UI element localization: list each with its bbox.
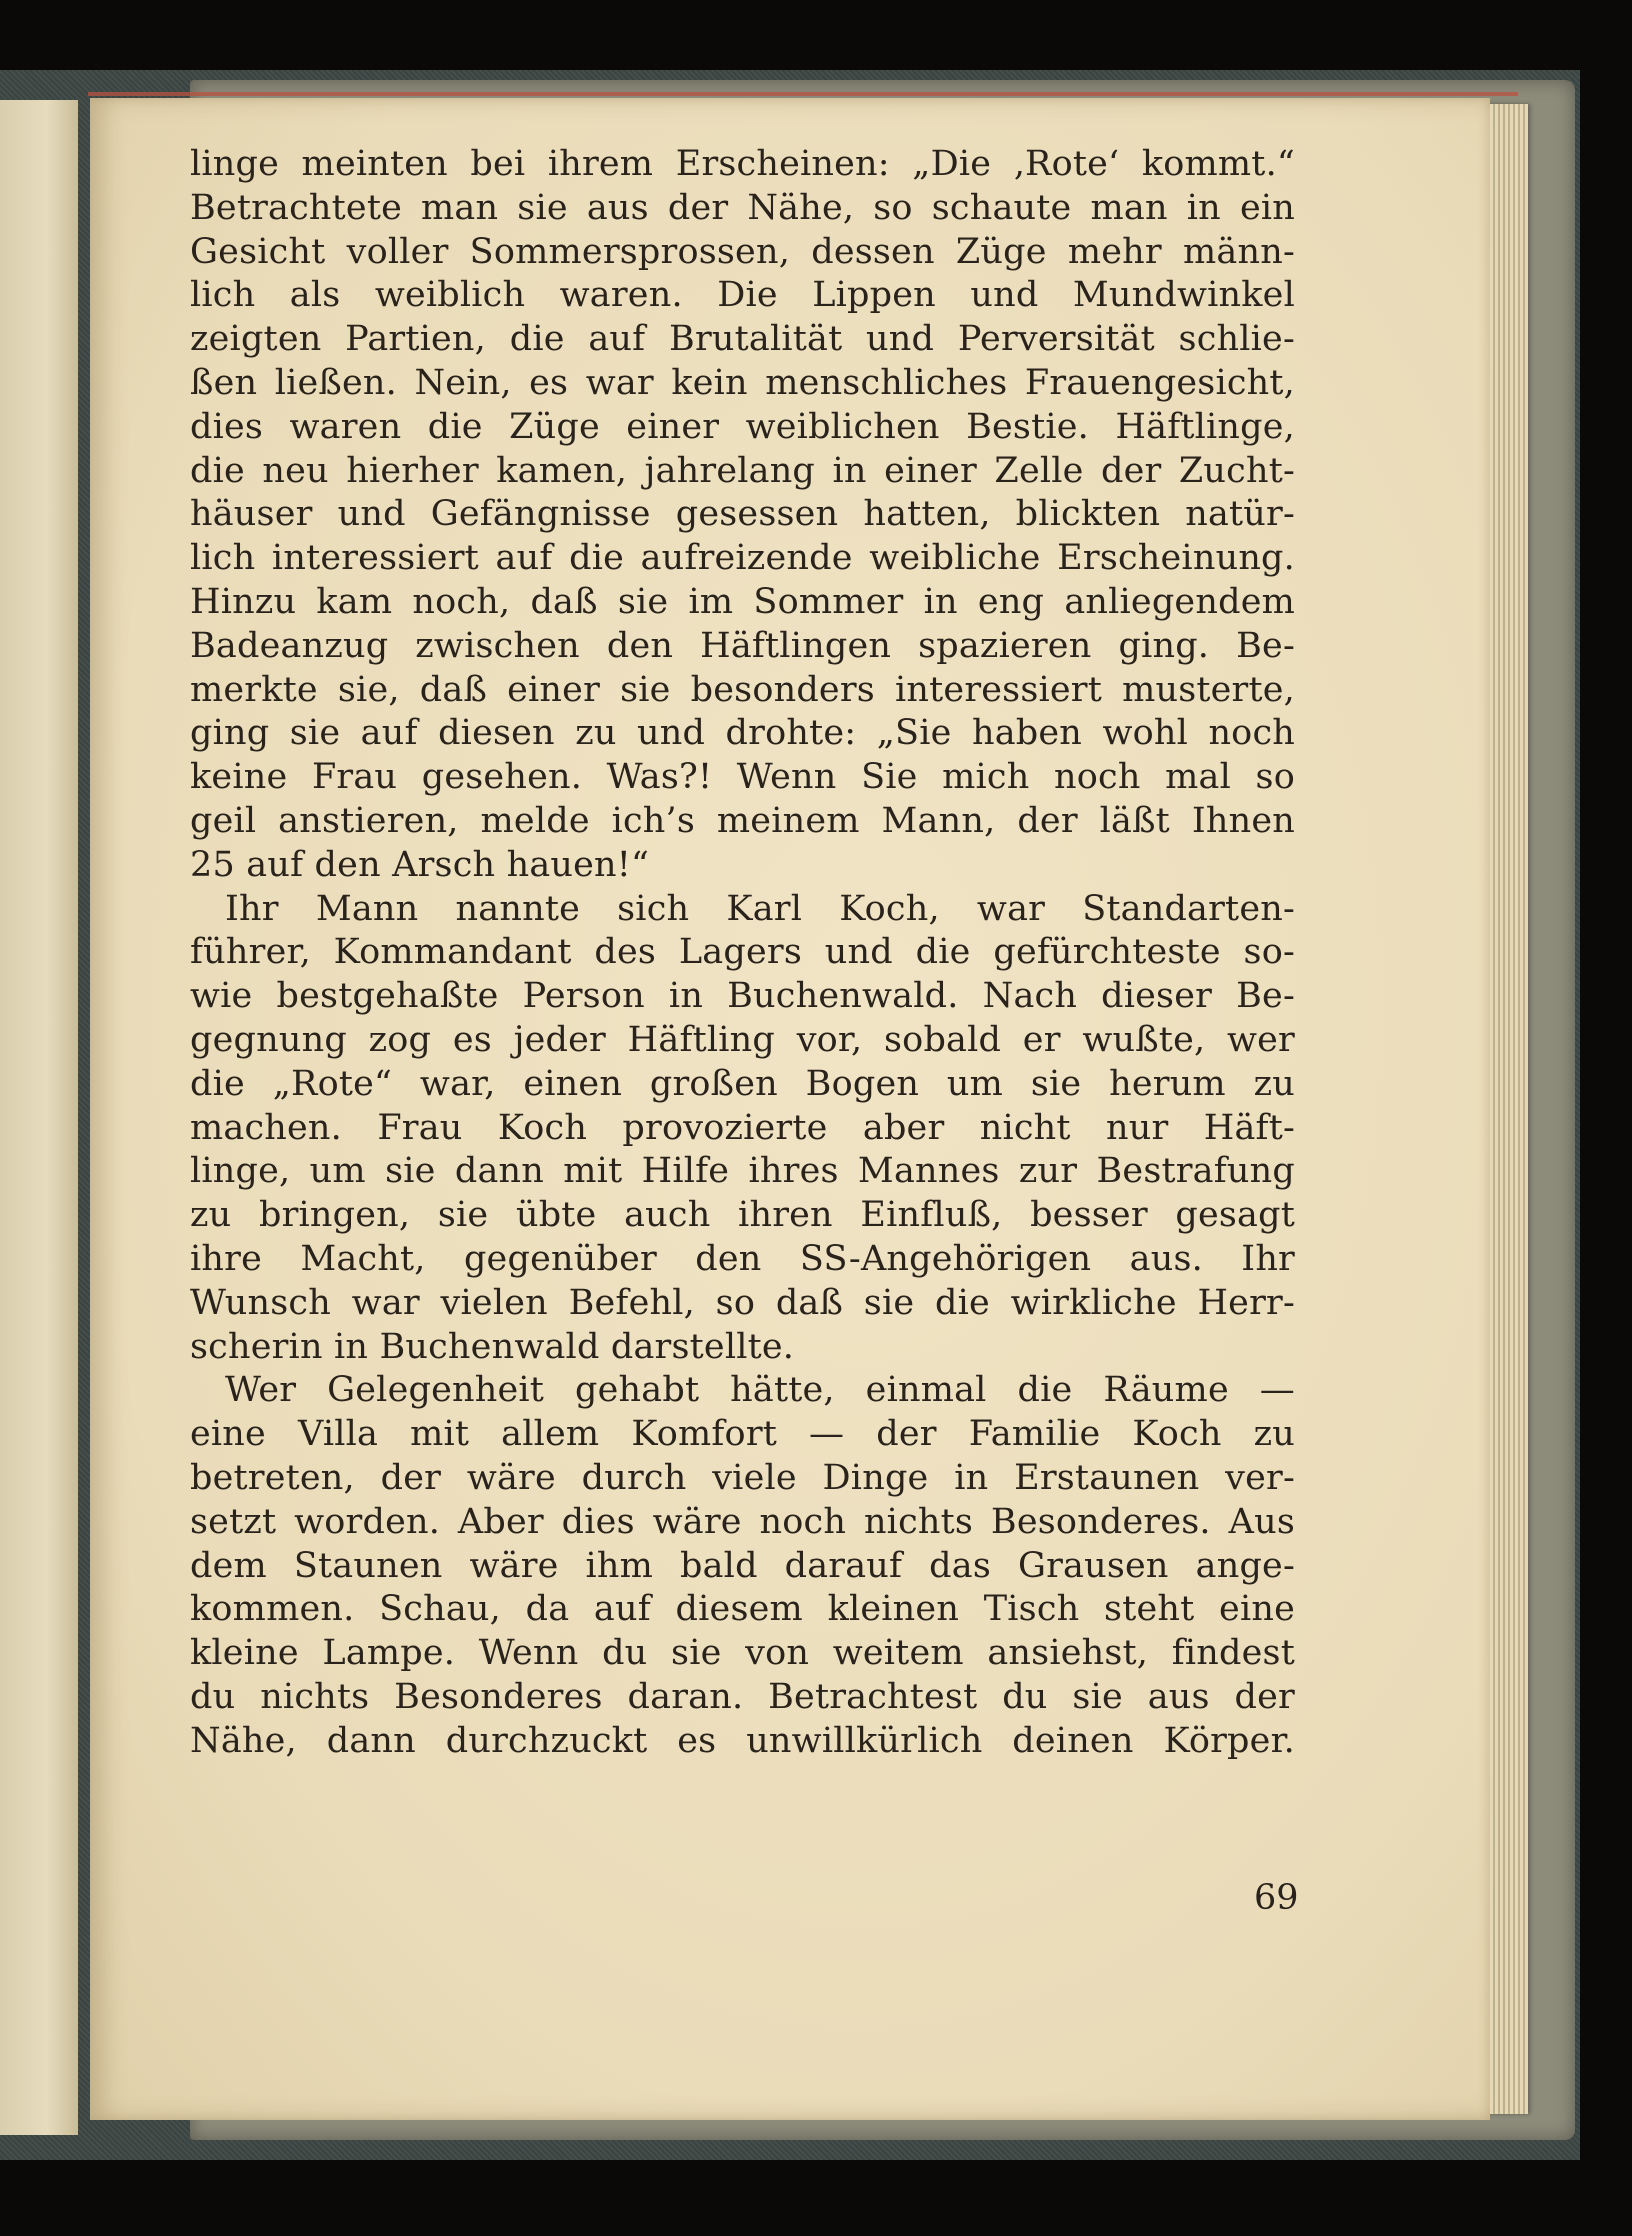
text-line: Wunsch war vielen Befehl, so daß sie die wirkliche Herr- <box>190 1282 1295 1323</box>
text-line: häuser und Gefängnisse gesessen hatten, blickten natür- <box>190 494 1295 535</box>
text-line: ßen ließen. Nein, es war kein menschliches Frauengesicht, <box>190 362 1295 403</box>
text-line: zeigten Partien, die auf Brutalität und Perversität schlie- <box>190 319 1295 360</box>
text-line: scherin in Buchenwald darstellte. <box>190 1326 795 1367</box>
text-line: linge, um sie dann mit Hilfe ihres Mannes zur Bestrafung <box>190 1151 1295 1192</box>
text-line: die neu hierher kamen, jahrelang in einer Zelle der Zucht- <box>190 450 1295 491</box>
text-line: Wer Gelegenheit gehabt hätte, einmal die Räume — <box>225 1370 1295 1411</box>
text-line: ihre Macht, gegenüber den SS-Angehörigen aus. Ihr <box>190 1238 1295 1279</box>
text-line: gegnung zog es jeder Häftling vor, sobald er wußte, wer <box>190 1019 1295 1060</box>
text-line: merkte sie, daß einer sie besonders interessiert musterte, <box>190 669 1295 710</box>
text-line: geil anstieren, melde ich’s meinem Mann, der läßt Ihnen <box>190 800 1295 841</box>
text-line: Ihr Mann nannte sich Karl Koch, war Standarten- <box>225 888 1295 929</box>
text-line: Badeanzug zwischen den Häftlingen spazieren ging. Be- <box>190 625 1295 666</box>
text-line: dem Staunen wäre ihm bald darauf das Grausen ange- <box>190 1545 1295 1586</box>
text-line: 25 auf den Arsch hauen!“ <box>190 844 650 885</box>
text-line: du nichts Besonderes daran. Betrachtest du sie aus der <box>190 1676 1295 1717</box>
text-line: lich interessiert auf die aufreizende weibliche Erscheinung. <box>190 538 1295 579</box>
text-line: kleine Lampe. Wenn du sie von weitem ansiehst, findest <box>190 1633 1295 1674</box>
text-line: setzt worden. Aber dies wäre noch nichts Besonderes. Aus <box>190 1501 1295 1542</box>
text-line: wie bestgehaßte Person in Buchenwald. Nach dieser Be- <box>190 976 1295 1017</box>
text-line: linge meinten bei ihrem Erscheinen: „Die ‚Rote‘ kommt.“ <box>190 144 1295 184</box>
text-line: ging sie auf diesen zu und drohte: „Sie haben wohl noch <box>190 713 1295 754</box>
text-line: dies waren die Züge einer weiblichen Bestie. Häftlinge, <box>190 406 1295 447</box>
text-line: machen. Frau Koch provozierte aber nicht nur Häft- <box>190 1107 1295 1148</box>
text-line: betreten, der wäre durch viele Dinge in Erstaunen ver- <box>190 1457 1295 1498</box>
text-line: Hinzu kam noch, daß sie im Sommer in eng anliegendem <box>190 581 1295 622</box>
binding-edge <box>88 92 1518 96</box>
text-line: lich als weiblich waren. Die Lippen und Mundwinkel <box>190 275 1295 316</box>
text-line: Nähe, dann durchzuckt es unwillkürlich deinen Körper. <box>190 1720 1295 1761</box>
page-number: 69 <box>1254 1878 1299 1918</box>
text-line: eine Villa mit allem Komfort — der Familie Koch zu <box>190 1414 1295 1455</box>
text-line: keine Frau gesehen. Was?! Wenn Sie mich noch mal so <box>190 757 1295 798</box>
page-text <box>190 143 1295 1763</box>
facing-page-edge <box>0 100 78 2135</box>
text-line: kommen. Schau, da auf diesem kleinen Tisch steht eine <box>190 1589 1295 1630</box>
text-line: die „Rote“ war, einen großen Bogen um sie herum zu <box>190 1063 1295 1104</box>
text-line: Betrachtete man sie aus der Nähe, so schaute man in ein <box>190 187 1295 228</box>
text-line: Gesicht voller Sommersprossen, dessen Züge mehr männ- <box>190 231 1295 272</box>
text-line: führer, Kommandant des Lagers und die gefürchteste so- <box>190 932 1295 973</box>
text-line: zu bringen, sie übte auch ihren Einfluß, besser gesagt <box>190 1195 1295 1236</box>
